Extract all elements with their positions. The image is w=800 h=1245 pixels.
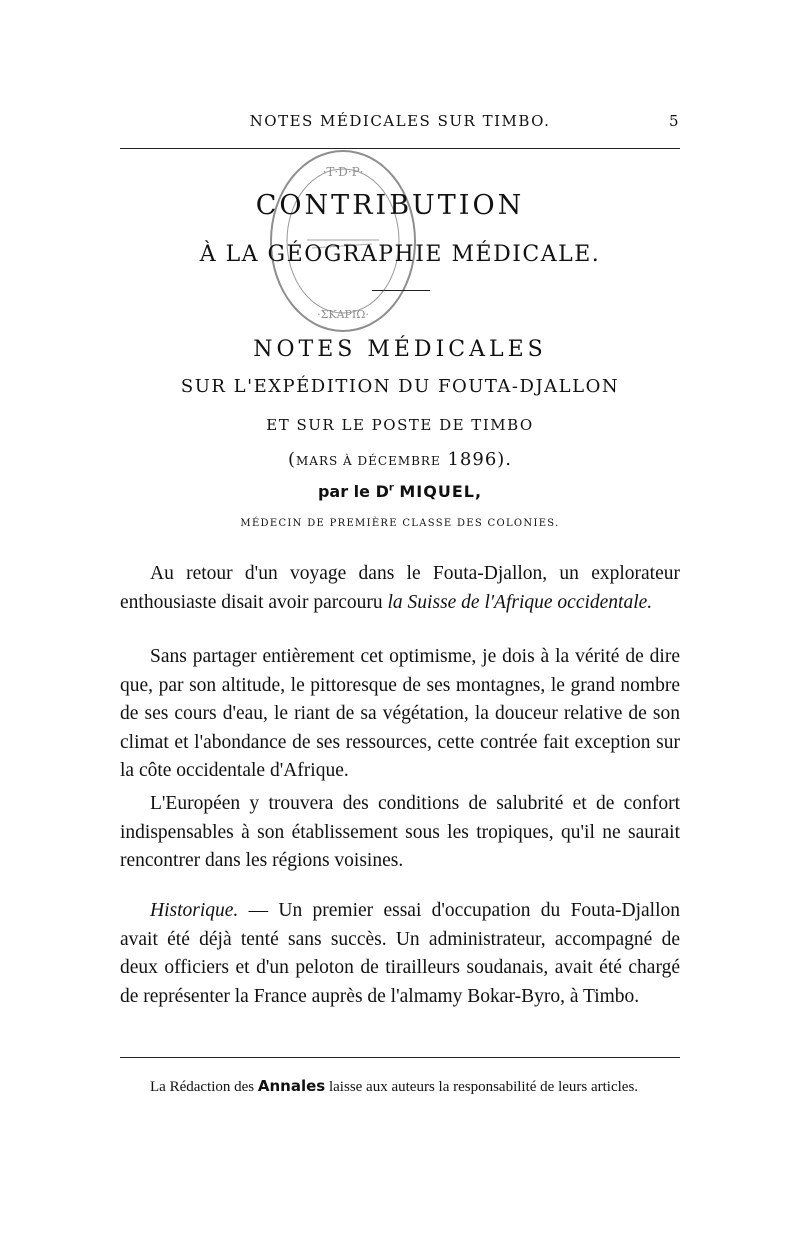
stamp-text-bottom: ·ΣΚΑΡΙΩ· (317, 308, 369, 321)
paragraph-4-text: — Un premier essai d'occupation du Fouta-Djallon avait été déjà tenté sans succès. Un administrateur, accompagné de deux officiers et d'un peloton de tirailleurs soudanais, avait été chargé de représenter la France auprès de l'almamy Bokar-Byro, à Timbo. (120, 900, 680, 1007)
paragraph-1-italic: la Suisse de l'Afrique occidentale. (387, 591, 653, 613)
paragraph-4-label: Historique. (150, 900, 239, 921)
dates-open: ( (287, 449, 296, 470)
paragraph-2: Sans partager entièrement cet optimisme, je dois à la vérité de dire que, par son altitude, le pittoresque de ses montagnes, le grand nombre de ses cours d'eau, le riant de sa végétation, la douceur relative de son climat et l'abondance de ses ressources, cette contrée fait exception sur la côte occidentale d'Afrique. (120, 646, 680, 781)
dates-months: MARS À DÉCEMBRE (296, 454, 441, 468)
article-subtitle-2: ET SUR LE POSTE DE TIMBO (266, 416, 534, 434)
dates-year: 1896 (447, 449, 498, 470)
author-role: MÉDECIN DE PREMIÈRE CLASSE DES COLONIES. (240, 518, 560, 529)
stamp-text-top: ·T·D·P· (322, 165, 364, 179)
footnote-rule (120, 1057, 680, 1058)
library-stamp-graphic (272, 152, 414, 330)
header-rule (120, 148, 680, 149)
section-heading-geographie: À LA GÉOGRAPHIE MÉDICALE. (199, 242, 601, 267)
author-sup: r (388, 482, 394, 494)
author-name: MIQUEL, (399, 482, 483, 501)
footnote (120, 1075, 680, 1099)
paragraph-4 (120, 897, 680, 1011)
dates-close: ). (497, 449, 513, 470)
footnote-text-a: La Rédaction des (150, 1079, 258, 1095)
short-rule (372, 290, 430, 291)
library-stamp (270, 150, 416, 332)
footnote-text-b: laisse aux auteurs la responsabilité de leurs articles. (325, 1079, 639, 1095)
author-line (120, 482, 680, 501)
author-prefix: par le D (317, 482, 389, 501)
section-heading-contribution: CONTRIBUTION (255, 190, 525, 221)
article-dates (120, 449, 680, 470)
footnote-annales: Annales (257, 1077, 326, 1095)
running-head-title: NOTES MÉDICALES SUR TIMBO. (249, 112, 551, 130)
paragraph-1-text: Au retour d'un voyage dans le Fouta-Djallon, un explorateur enthousiaste disait avoir parcouru (120, 563, 680, 613)
page-number: 5 (668, 112, 680, 130)
paragraph-3: L'Européen y trouvera des conditions de salubrité et de confort indispensables à son établissement sous les tropiques, qu'il ne saurait rencontrer dans les régions voisines. (120, 793, 680, 871)
article-subtitle: SUR L'EXPÉDITION DU FOUTA-DJALLON (180, 376, 620, 397)
article-title: NOTES MÉDICALES (253, 337, 547, 362)
paragraph-1 (120, 560, 680, 617)
